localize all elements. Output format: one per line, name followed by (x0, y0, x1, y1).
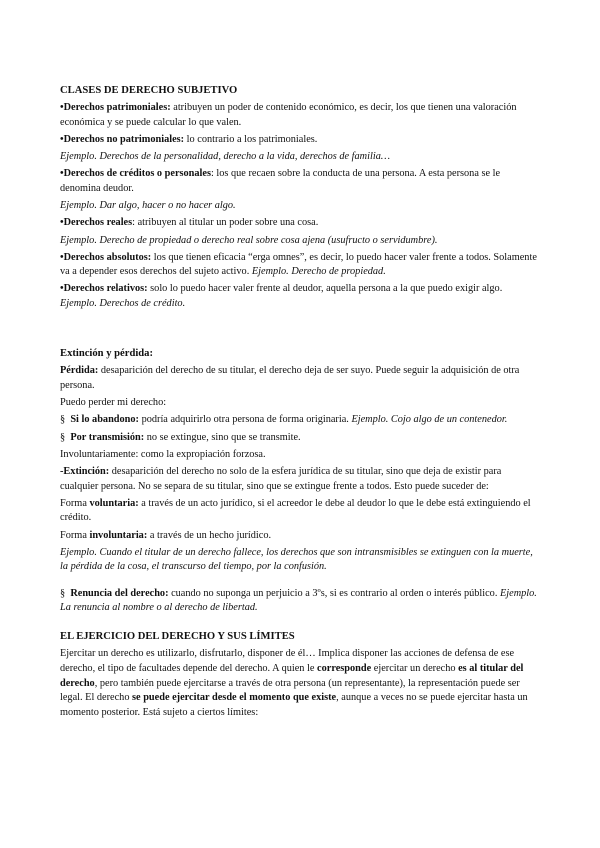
term: involuntaria: (89, 529, 148, 541)
prefix: Forma (60, 529, 90, 541)
definition: a través de un acto jurídico, si el acreedor le debe al deudor lo que le debe está extinguiendo el crédito. (60, 497, 531, 524)
example: Ejemplo. Cojo algo de un contenedor. (351, 414, 508, 426)
transmision-item (60, 431, 540, 446)
spacer (60, 578, 540, 587)
extincion-paragraph (60, 465, 540, 494)
text-run: , pero también puede ejercitarse a través de otra persona (un representante), la representación puede ser legal. El derecho (60, 677, 520, 704)
prefix: Forma (60, 497, 90, 509)
example-involuntaria: Ejemplo. Cuando el titular de un derecho fallece, los derechos que son intransmisibles se extinguen con la muerte, la pérdida de la cosa, el transcurso del tiempo, por la confusión. (60, 546, 533, 573)
bullet-icon: § (60, 431, 66, 443)
item-absolutos (60, 251, 540, 280)
emphasis: es al titular del derecho (60, 663, 524, 689)
term: •Derechos relativos: (60, 283, 148, 295)
section-title-extincion: Extinción y pérdida: (60, 348, 154, 360)
emphasis: se puede ejercitar desde el momento que existe (132, 692, 337, 704)
example: Ejemplo. La renuncia al nombre o al derecho de libertad. (60, 587, 537, 614)
abandono-item (60, 413, 540, 428)
term: Renuncia del derecho: (70, 587, 169, 599)
term: •Derechos no patrimoniales: (60, 133, 185, 145)
bullet-icon: § (60, 414, 66, 426)
definition: : los que recaen sobre la conducta de una persona. A esta persona se le denomina deudor. (60, 168, 501, 194)
perder-intro: Puedo perder mi derecho: (60, 397, 167, 409)
item-creditos (60, 167, 540, 196)
term: •Derechos de créditos o personales (60, 168, 211, 180)
item-no-patrimoniales (60, 133, 540, 148)
item-patrimoniales (60, 101, 540, 130)
section-title-ejercicio: EL EJERCICIO DEL DERECHO Y SUS LÍMITES (60, 631, 295, 643)
definition: cuando no suponga un perjuicio a 3ºs, si es contrario al orden o interés público. (168, 587, 500, 599)
item-reales (60, 216, 540, 231)
definition: desaparición del derecho no solo de la esfera jurídica de su titular, sino que deja de existir para cualquier persona. No se separa de su titular, sino que se extingue frente a todos. Esto puede suceder de: (60, 465, 502, 492)
perdida-paragraph (60, 364, 540, 393)
term: •Derechos patrimoniales: (60, 102, 171, 114)
text-run: Ejercitar un derecho es utilizarlo, disfrutarlo, disponer de él… Implica disponer las acciones de defensa de ese derecho, el tipo de facultades depende del derecho. A quien le (60, 648, 515, 675)
term: Pérdida: (60, 365, 99, 377)
spacer (60, 314, 540, 347)
term: -Extinción: (60, 465, 110, 477)
term: •Derechos absolutos: (60, 251, 152, 263)
term: voluntaria: (89, 497, 139, 509)
definition: no se extingue, sino que se transmite. (144, 431, 301, 443)
term: Por transmisión: (70, 431, 145, 443)
ejercicio-paragraph (60, 647, 540, 720)
emphasis: corresponde (317, 663, 372, 675)
definition: los que tienen eficacia “erga omnes”, es decir, lo puedo hacer valer frente a todos. Solamente va a depender esos derechos del sujeto activo. (60, 251, 537, 278)
text-run: , aunque a veces no se puede ejercitar hasta un momento posterior. Está sujeto a ciertos límites: (60, 692, 528, 718)
example-no-patrimoniales: Ejemplo. Derechos de la personalidad, derecho a la vida, derechos de familia… (60, 151, 391, 163)
bullet-icon: § (60, 587, 66, 599)
example: Ejemplo. Derecho de propiedad. (251, 266, 386, 278)
definition: lo contrario a los patrimoniales. (184, 133, 318, 145)
forma-involuntaria (60, 529, 540, 544)
definition: atribuyen un poder de contenido económico, es decir, los que tienen una valoración económica y se puede calcular lo que valen. (60, 102, 517, 128)
text-run: ejercitar un derecho (371, 663, 459, 675)
item-relativos (60, 282, 540, 311)
term: Si lo abandono: (70, 414, 139, 426)
term: •Derechos reales (60, 217, 133, 229)
definition: desaparición del derecho de su titular, el derecho deja de ser suyo. Puede seguir la adquisición de otra persona. (60, 365, 520, 392)
example: Ejemplo. Derechos de crédito. (60, 298, 186, 310)
definition: a través de un hecho jurídico. (147, 529, 272, 541)
definition: : atribuyen al titular un poder sobre una cosa. (132, 217, 319, 229)
renuncia-item (60, 587, 540, 616)
example-reales: Ejemplo. Derecho de propiedad o derecho real sobre cosa ajena (usufructo o servidumbre). (60, 234, 438, 246)
definition: podría adquirirlo otra persona de forma originaria. (139, 414, 352, 426)
forma-voluntaria (60, 497, 540, 526)
spacer (60, 618, 540, 630)
definition: solo lo puedo hacer valer frente al deudor, aquella persona a la que puedo exigir algo. (147, 283, 503, 295)
section-title-clases: CLASES DE DERECHO SUBJETIVO (60, 85, 238, 96)
involuntaria-line: Involuntariamente: como la expropiación forzosa. (60, 448, 266, 460)
example-creditos: Ejemplo. Dar algo, hacer o no hacer algo. (60, 200, 236, 212)
